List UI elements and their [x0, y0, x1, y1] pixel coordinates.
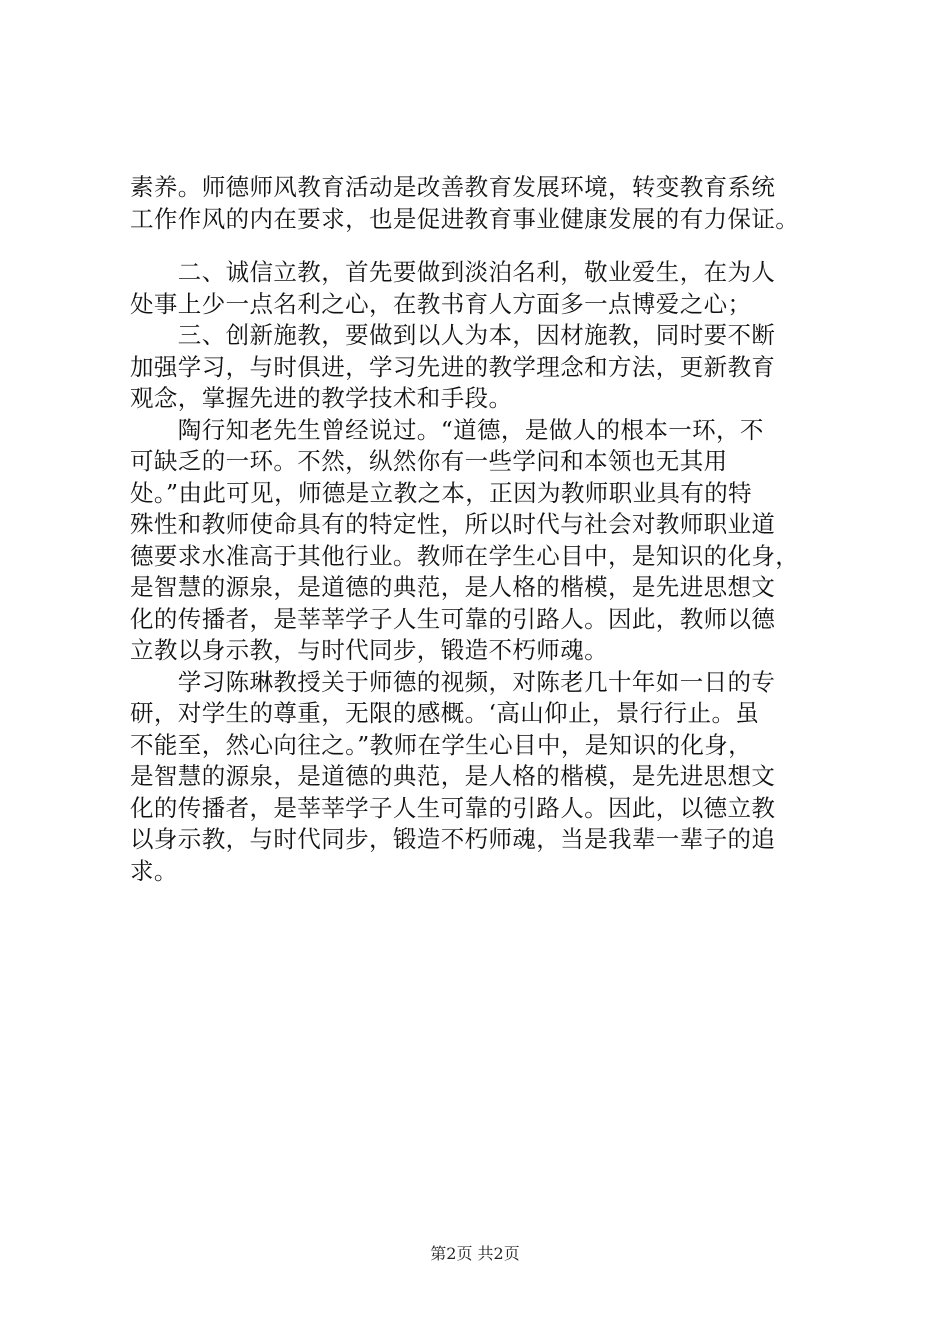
text-line: 不能至，然心向往之。”教师在学生心目中，是知识的化身，	[130, 730, 753, 759]
text-line: 观念，掌握先进的教学技术和手段。	[130, 384, 513, 412]
text-line: 是智慧的源泉，是道德的典范，是人格的楷模，是先进思想文	[130, 573, 776, 601]
paragraph-gap	[130, 235, 838, 257]
text-line: 是智慧的源泉，是道德的典范，是人格的楷模，是先进思想文	[130, 762, 776, 790]
text-line: 素养。师德师风教育活动是改善教育发展环境，转变教育系统	[130, 173, 776, 201]
body-text	[130, 172, 838, 887]
text-line: 殊性和教师使命具有的特定性，所以时代与社会对教师职业道	[130, 510, 776, 538]
text-line: 工作作风的内在要求，也是促进教育事业健康发展的有力保证。	[130, 204, 800, 233]
text-line: 化的传播者，是莘莘学子人生可靠的引路人。因此，以德立教	[130, 793, 776, 822]
text-line: 化的传播者，是莘莘学子人生可靠的引路人。因此，教师以德	[130, 604, 776, 633]
text-line: 学习陈琳教授关于师德的视频，对陈老几十年如一日的专	[130, 667, 776, 696]
text-line: 二、诚信立教，首先要做到淡泊名利，敬业爱生，在为人	[130, 258, 776, 286]
text-line: 处。”由此可见，师德是立教之本，正因为教师职业具有的特	[130, 478, 753, 507]
text-line: 德要求水准高于其他行业。教师在学生心目中，是知识的化身，	[130, 541, 800, 570]
text-line: 三、创新施教，要做到以人为本，因材施教，同时要不断	[130, 321, 776, 349]
text-line: 求。	[130, 856, 178, 885]
text-line: 加强学习，与时俱进，学习先进的教学理念和方法，更新教育	[130, 352, 776, 381]
page-number-footer: 第2页 共2页	[430, 1244, 520, 1263]
text-line: 处事上少一点名利之心，在教书育人方面多一点博爱之心；	[130, 289, 752, 318]
text-line: 立教以身示教，与时代同步，锻造不朽师魂。	[130, 636, 608, 664]
text-line: 研，对学生的尊重，无限的感概。‘高山仰止，景行行止。虽	[130, 699, 760, 727]
text-line: 以身示教，与时代同步，锻造不朽师魂，当是我辈一辈子的追	[130, 825, 776, 853]
text-line: 可缺乏的一环。不然，纵然你有一些学问和本领也无其用	[130, 447, 728, 475]
text-line: 陶行知老先生曾经说过。“道德，是做人的根本一环，不	[130, 415, 764, 444]
